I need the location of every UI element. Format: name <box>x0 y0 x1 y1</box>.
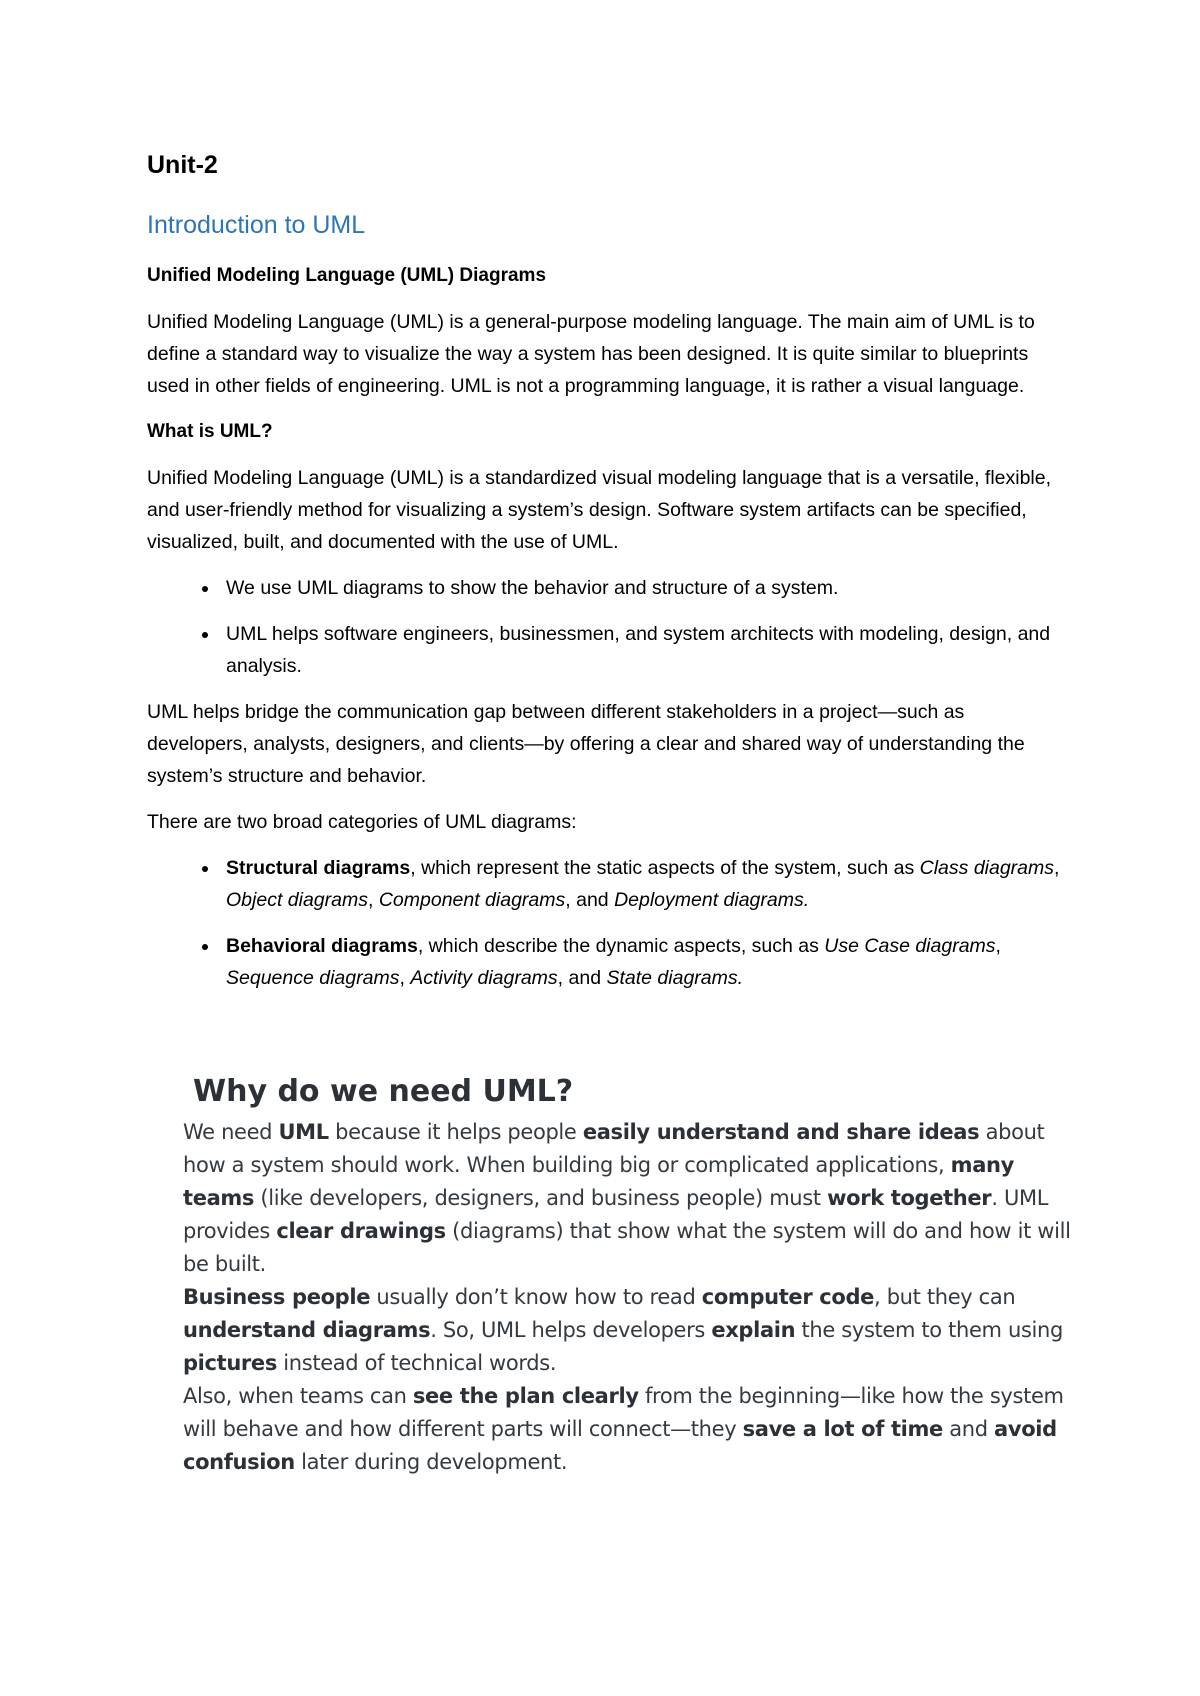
bold-fragment: avoid confusion <box>183 1417 1057 1474</box>
bullet-item: • We use UML diagrams to show the behavior and structure of a system. <box>220 572 1067 604</box>
why-uml-section <box>183 1070 1083 1479</box>
paragraph-what-is-uml: Unified Modeling Language (UML) is a standardized visual modeling language that is a versatile, flexible, and user-friendly method for visualizing a system’s design. Software system artifacts can be specified, visualized, built, and documented with the use of UML. <box>147 467 1052 553</box>
bold-fragment: save a lot of time <box>742 1417 943 1441</box>
bold-fragment: explain <box>711 1318 796 1342</box>
bullet-item: • UML helps software engineers, businessmen, and system architects with modeling, design, and analysis. <box>220 618 1067 682</box>
text-fragment: , and <box>557 967 607 989</box>
bold-fragment: work together <box>827 1186 992 1210</box>
text-fragment: , but they can <box>874 1285 1016 1309</box>
paragraph-uml-definition: Unified Modeling Language (UML) is a general-purpose modeling language. The main aim of UML is to define a standard way to visualize the way a system has been designed. It is quite similar to blueprints used in other fields of engineering. UML is not a programming language, it is rather a visual language. <box>147 311 1035 397</box>
bullet-list-uml-uses <box>147 572 1067 682</box>
example-class-diagrams: Class diagrams <box>919 857 1055 879</box>
text-fragment: , which describe the dynamic aspects, such as <box>417 935 825 957</box>
why-paragraph-2 <box>183 1281 1083 1380</box>
bold-fragment: many teams <box>183 1153 1014 1210</box>
term-behavioral: Behavioral diagrams <box>226 935 418 957</box>
why-uml-heading: Why do we need UML? <box>193 1074 574 1109</box>
text-fragment: (diagrams) that show what the system will do and how it will be built. <box>183 1219 1071 1276</box>
text-fragment: , <box>995 935 1001 957</box>
text-fragment: , <box>399 967 411 989</box>
text-fragment: , and <box>565 889 615 911</box>
text-fragment: instead of technical words. <box>276 1351 557 1375</box>
text-fragment: We need <box>183 1120 279 1144</box>
bold-fragment: see the plan clearly <box>412 1384 639 1408</box>
text-fragment: , <box>1054 857 1060 879</box>
text-fragment: and <box>942 1417 995 1441</box>
example-state-diagrams: State diagrams <box>606 967 738 989</box>
bold-fragment: understand diagrams <box>183 1318 431 1342</box>
text-fragment: Also, when teams can <box>183 1384 413 1408</box>
text-fragment: , which represent the static aspects of the system, such as <box>410 857 920 879</box>
bold-fragment: pictures <box>183 1351 277 1375</box>
text-fragment: later during development. <box>294 1450 568 1474</box>
bullet-list-categories <box>147 852 1067 994</box>
example-sequence-diagrams: Sequence diagrams <box>226 967 400 989</box>
text-fragment: . So, UML helps developers <box>430 1318 712 1342</box>
term-structural: Structural diagrams <box>226 857 411 879</box>
document-body <box>147 148 1067 1008</box>
text-fragment: because it helps people <box>328 1120 583 1144</box>
bold-fragment: clear drawings <box>276 1219 446 1243</box>
subheading-what-is-uml: What is UML? <box>147 421 273 442</box>
bullet-item-structural <box>220 852 1067 916</box>
example-use-case-diagrams: Use Case diagrams <box>824 935 996 957</box>
paragraph-categories-intro: There are two broad categories of UML diagrams: <box>147 811 577 833</box>
text-fragment: . <box>803 889 810 911</box>
why-paragraph-1 <box>183 1116 1083 1281</box>
example-object-diagrams: Object diagrams <box>226 889 368 911</box>
text-fragment: . <box>737 967 744 989</box>
bullet-item-behavioral <box>220 930 1067 994</box>
text-fragment: the system to them using <box>795 1318 1063 1342</box>
paragraph-communication-gap: UML helps bridge the communication gap between different stakeholders in a project—such as developers, analysts, designers, and clients—by offering a clear and shared way of understanding the system’s structure and behavior. <box>147 701 1025 787</box>
bold-fragment: easily understand and share ideas <box>582 1120 980 1144</box>
section-title: Introduction to UML <box>147 211 366 239</box>
example-component-diagrams: Component diagrams <box>378 889 566 911</box>
subheading-uml-diagrams: Unified Modeling Language (UML) Diagrams <box>147 265 547 286</box>
bold-fragment: computer code <box>701 1285 875 1309</box>
text-fragment: from the beginning—like how the system will behave and how different parts will connect—they <box>183 1384 1064 1441</box>
text-fragment: about how a system should work. When building big or complicated applications, <box>183 1120 1045 1177</box>
bold-fragment: Business people <box>183 1285 371 1309</box>
text-fragment: (like developers, designers, and business people) must <box>254 1186 828 1210</box>
text-fragment: . UML provides <box>183 1186 1049 1243</box>
example-deployment-diagrams: Deployment diagrams <box>614 889 804 911</box>
text-fragment: usually don’t know how to read <box>370 1285 702 1309</box>
text-fragment: , <box>367 889 379 911</box>
bold-fragment: UML <box>278 1120 329 1144</box>
why-paragraph-3 <box>183 1380 1083 1479</box>
example-activity-diagrams: Activity diagrams <box>410 967 558 989</box>
unit-title: Unit-2 <box>147 151 218 179</box>
